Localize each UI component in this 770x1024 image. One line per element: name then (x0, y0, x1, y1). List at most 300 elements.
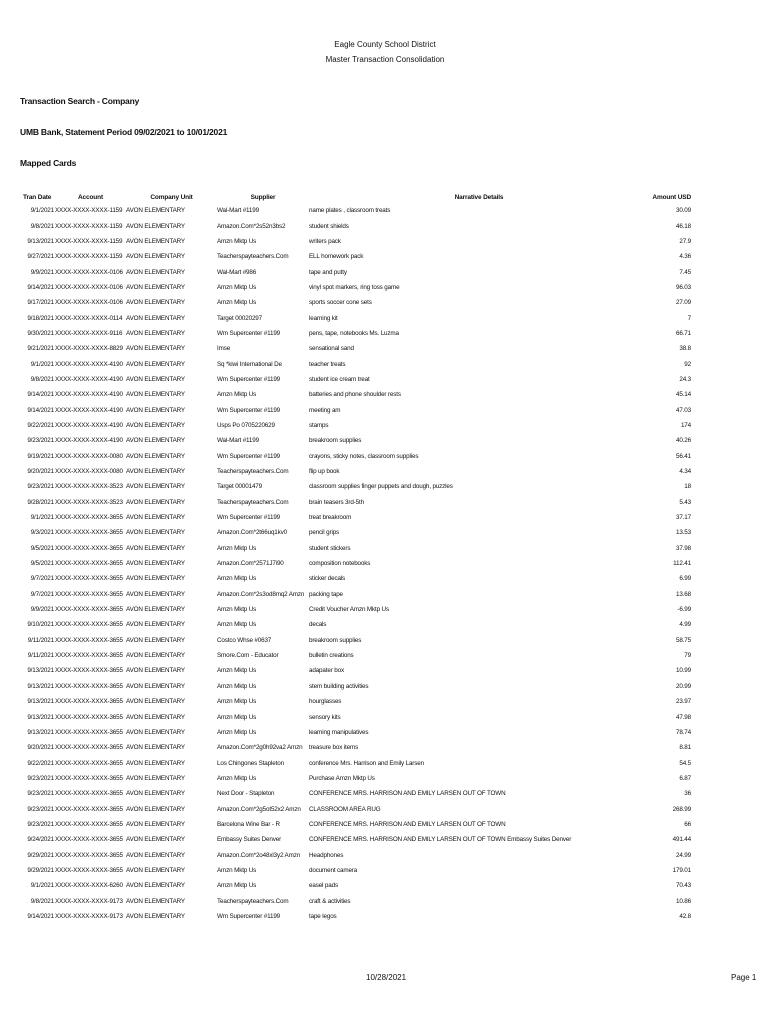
cell-tran-date: 9/14/2021 (27, 912, 54, 920)
cell-narrative: pens, tape, notebooks Ms. Luzma (309, 329, 399, 337)
cell-company-unit: AVON ELEMENTARY (126, 345, 185, 353)
cell-tran-date: 9/13/2021 (27, 713, 54, 721)
table-row (20, 909, 691, 924)
cell-account: XXXX-XXXX-XXXX-4190 (55, 360, 123, 368)
cell-tran-date: 9/13/2021 (27, 728, 54, 736)
cell-supplier: Wm Supercenter #1199 (217, 912, 281, 920)
report-subtitle: Master Transaction Consolidation (325, 55, 445, 64)
cell-amount: 23.97 (675, 698, 691, 706)
cell-account: XXXX-XXXX-XXXX-3655 (55, 713, 123, 721)
cell-tran-date: 9/1/2021 (30, 207, 54, 215)
cell-company-unit: AVON ELEMENTARY (126, 468, 185, 476)
cell-narrative: Purchase Amzn Mktp Us (309, 774, 375, 782)
cell-account: XXXX-XXXX-XXXX-3655 (55, 621, 123, 629)
cell-company-unit: AVON ELEMENTARY (126, 529, 185, 537)
cell-tran-date: 9/14/2021 (27, 283, 54, 291)
cell-narrative: treat breakroom (309, 514, 352, 522)
cell-account: XXXX-XXXX-XXXX-3655 (55, 759, 123, 767)
col-header-tran-date: Tran Date (23, 194, 52, 201)
cell-account: XXXX-XXXX-XXXX-3655 (55, 560, 123, 568)
cell-company-unit: AVON ELEMENTARY (126, 682, 185, 690)
cell-company-unit: AVON ELEMENTARY (126, 667, 185, 675)
cell-supplier: Teacherspayteachers.Com (217, 468, 289, 476)
cell-account: XXXX-XXXX-XXXX-3655 (55, 851, 123, 859)
cell-amount: 37.17 (675, 514, 691, 522)
cell-supplier: Wm Supercenter #1199 (217, 452, 281, 460)
cell-company-unit: AVON ELEMENTARY (126, 391, 185, 399)
cell-company-unit: AVON ELEMENTARY (126, 606, 185, 614)
cell-tran-date: 9/23/2021 (27, 437, 54, 445)
cell-amount: 13.68 (675, 590, 691, 598)
cell-company-unit: AVON ELEMENTARY (126, 329, 185, 337)
cell-supplier: Amzn Mktp Us (217, 774, 257, 782)
cell-supplier: Amzn Mktp Us (217, 391, 257, 399)
cell-supplier: Amzn Mktp Us (217, 667, 257, 675)
cell-narrative: conference Mrs. Harrison and Emily Larsen (309, 759, 424, 767)
cell-amount: 56.41 (675, 452, 691, 460)
cell-tran-date: 9/29/2021 (27, 866, 54, 874)
cell-supplier: Amzn Mktp Us (217, 728, 257, 736)
cell-amount: 27.09 (675, 299, 691, 307)
cell-amount: 10.99 (675, 667, 691, 675)
cell-amount: 70.43 (675, 882, 691, 890)
cell-supplier: Amzn Mktp Us (217, 621, 257, 629)
cell-narrative: pencil grips (309, 529, 340, 537)
cell-supplier: Los Chingones Stapleton (217, 759, 284, 767)
cell-supplier: Barcelona Wine Bar - R (217, 820, 280, 828)
table-row (20, 218, 691, 233)
cell-amount: 47.03 (675, 406, 691, 414)
cell-amount: 38.8 (679, 345, 691, 353)
table-row (20, 602, 691, 617)
cell-account: XXXX-XXXX-XXXX-4190 (55, 437, 123, 445)
cell-amount: 46.18 (675, 222, 691, 230)
table-header-row (20, 192, 691, 203)
cell-narrative: craft & activities (309, 897, 351, 905)
table-row (20, 387, 691, 402)
cell-tran-date: 9/24/2021 (27, 836, 54, 844)
cell-account: XXXX-XXXX-XXXX-3655 (55, 774, 123, 782)
table-row (20, 479, 691, 494)
cell-tran-date: 9/13/2021 (27, 667, 54, 675)
cell-tran-date: 9/1/2021 (30, 360, 54, 368)
cell-amount: 45.14 (675, 391, 691, 399)
cell-tran-date: 9/9/2021 (30, 606, 54, 614)
cell-company-unit: AVON ELEMENTARY (126, 222, 185, 230)
cell-company-unit: AVON ELEMENTARY (126, 437, 185, 445)
table-row (20, 433, 691, 448)
cell-supplier: Teacherspayteachers.Com (217, 498, 289, 506)
cell-tran-date: 9/20/2021 (27, 468, 54, 476)
cell-supplier: Wm Supercenter #1199 (217, 375, 281, 383)
cell-narrative: batteries and phone shoulder rests (309, 391, 401, 399)
table-row (20, 771, 691, 786)
cell-supplier: Amazon.Com*2o48xl3y2 Amzn (217, 851, 301, 859)
cell-tran-date: 9/23/2021 (27, 483, 54, 491)
cell-company-unit: AVON ELEMENTARY (126, 728, 185, 736)
cell-account: XXXX-XXXX-XXXX-9173 (55, 912, 123, 920)
cell-narrative: CONFERENCE MRS. HARRISON AND EMILY LARSEN OUT OF TOWN (309, 820, 506, 828)
cell-account: XXXX-XXXX-XXXX-0080 (55, 468, 123, 476)
cell-company-unit: AVON ELEMENTARY (126, 360, 185, 368)
cell-amount: 47.98 (675, 713, 691, 721)
cell-amount: 42.8 (679, 912, 691, 920)
table-row (20, 878, 691, 893)
cell-amount: 491.44 (672, 836, 691, 844)
table-body (20, 203, 691, 924)
cell-amount: 37.98 (675, 544, 691, 552)
cell-narrative: sports soccer cone sets (309, 299, 372, 307)
cell-account: XXXX-XXXX-XXXX-3655 (55, 667, 123, 675)
cell-tran-date: 9/7/2021 (30, 575, 54, 583)
cell-amount: 66 (684, 820, 691, 828)
table-row (20, 326, 691, 341)
table-row (20, 832, 691, 847)
table-row (20, 525, 691, 540)
cell-company-unit: AVON ELEMENTARY (126, 790, 185, 798)
table-row (20, 587, 691, 602)
cell-account: XXXX-XXXX-XXXX-3655 (55, 529, 123, 537)
cell-supplier: Amzn Mktp Us (217, 544, 257, 552)
cell-amount: 4.99 (679, 621, 691, 629)
cell-company-unit: AVON ELEMENTARY (126, 820, 185, 828)
cell-supplier: Amazon.Com*2571J7i90 (217, 560, 284, 568)
table-row (20, 786, 691, 801)
cell-narrative: stamps (309, 421, 329, 429)
cell-account: XXXX-XXXX-XXXX-3655 (55, 805, 123, 813)
cell-account: XXXX-XXXX-XXXX-3655 (55, 744, 123, 752)
cell-narrative: Headphones (309, 851, 344, 859)
cell-narrative: bulletin creations (309, 652, 354, 660)
cell-company-unit: AVON ELEMENTARY (126, 560, 185, 568)
table-row (20, 633, 691, 648)
cell-narrative: student stickers (309, 544, 351, 552)
cell-narrative: sensational sand (309, 345, 354, 353)
cell-account: XXXX-XXXX-XXXX-3655 (55, 514, 123, 522)
cell-company-unit: AVON ELEMENTARY (126, 897, 185, 905)
table-row (20, 679, 691, 694)
cell-supplier: Amazon.Com*2g5ot52x2 Amzn (217, 805, 301, 813)
cell-company-unit: AVON ELEMENTARY (126, 866, 185, 874)
cell-narrative: teacher treats (309, 360, 346, 368)
cell-amount: 40.26 (675, 437, 691, 445)
cell-supplier: Wal-Mart #1199 (217, 207, 259, 215)
cell-supplier: Smore.Com - Educator (217, 652, 279, 660)
cell-supplier: Amzn Mktp Us (217, 299, 257, 307)
cell-narrative: CONFERENCE MRS. HARRISON AND EMILY LARSEN OUT OF TOWN (309, 790, 506, 798)
cell-amount: 54.5 (679, 759, 691, 767)
cell-amount: 36 (684, 790, 691, 798)
cell-account: XXXX-XXXX-XXXX-3523 (55, 483, 123, 491)
cell-tran-date: 9/23/2021 (27, 805, 54, 813)
cell-amount: 13.53 (675, 529, 691, 537)
cell-account: XXXX-XXXX-XXXX-3655 (55, 636, 123, 644)
cell-account: XXXX-XXXX-XXXX-3655 (55, 728, 123, 736)
section-title: Mapped Cards (20, 158, 77, 168)
cell-supplier: Wal-Mart #986 (217, 268, 257, 276)
cell-company-unit: AVON ELEMENTARY (126, 314, 185, 322)
cell-account: XXXX-XXXX-XXXX-1159 (55, 253, 123, 261)
cell-account: XXXX-XXXX-XXXX-9173 (55, 897, 123, 905)
cell-amount: 7 (687, 314, 691, 322)
table-row (20, 310, 691, 325)
cell-account: XXXX-XXXX-XXXX-8829 (55, 345, 123, 353)
cell-account: XXXX-XXXX-XXXX-3655 (55, 590, 123, 598)
cell-company-unit: AVON ELEMENTARY (126, 253, 185, 261)
table-row (20, 847, 691, 862)
cell-account: XXXX-XXXX-XXXX-3655 (55, 790, 123, 798)
cell-supplier: Amzn Mktp Us (217, 237, 257, 245)
cell-tran-date: 9/3/2021 (30, 529, 54, 537)
cell-account: XXXX-XXXX-XXXX-3655 (55, 682, 123, 690)
cell-company-unit: AVON ELEMENTARY (126, 851, 185, 859)
cell-narrative: tape and putty (309, 268, 347, 276)
cell-narrative: packing tape (309, 590, 343, 598)
cell-supplier: Wm Supercenter #1199 (217, 329, 281, 337)
cell-account: XXXX-XXXX-XXXX-4190 (55, 406, 123, 414)
cell-narrative: breakroom supplies (309, 437, 362, 445)
footer-date: 10/28/2021 (366, 973, 407, 982)
cell-tran-date: 9/9/2021 (30, 268, 54, 276)
table-row (20, 725, 691, 740)
cell-company-unit: AVON ELEMENTARY (126, 590, 185, 598)
cell-company-unit: AVON ELEMENTARY (126, 621, 185, 629)
cell-account: XXXX-XXXX-XXXX-4190 (55, 375, 123, 383)
table-row (20, 617, 691, 632)
table-row (20, 694, 691, 709)
cell-supplier: Amzn Mktp Us (217, 682, 257, 690)
cell-supplier: Amzn Mktp Us (217, 866, 257, 874)
cell-tran-date: 9/23/2021 (27, 774, 54, 782)
table-row (20, 449, 691, 464)
cell-narrative: flip up book (309, 468, 340, 476)
cell-tran-date: 9/7/2021 (30, 590, 54, 598)
cell-amount: 10.86 (675, 897, 691, 905)
table-row (20, 418, 691, 433)
cell-account: XXXX-XXXX-XXXX-9116 (55, 329, 123, 337)
cell-narrative: vinyl spot markers, ring toss game (309, 283, 400, 291)
cell-account: XXXX-XXXX-XXXX-3655 (55, 575, 123, 583)
cell-company-unit: AVON ELEMENTARY (126, 912, 185, 920)
cell-amount: 78.74 (675, 728, 691, 736)
cell-amount: 8.81 (679, 744, 691, 752)
cell-amount: 6.87 (679, 774, 691, 782)
cell-tran-date: 9/17/2021 (27, 299, 54, 307)
cell-company-unit: AVON ELEMENTARY (126, 652, 185, 660)
col-header-narrative: Narrative Details (454, 194, 504, 201)
cell-tran-date: 9/14/2021 (27, 391, 54, 399)
cell-amount: 30.09 (675, 207, 691, 215)
cell-narrative: document camera (309, 866, 358, 874)
cell-account: XXXX-XXXX-XXXX-1159 (55, 222, 123, 230)
cell-tran-date: 9/11/2021 (27, 636, 54, 644)
cell-tran-date: 9/22/2021 (27, 759, 54, 767)
cell-company-unit: AVON ELEMENTARY (126, 406, 185, 414)
cell-company-unit: AVON ELEMENTARY (126, 882, 185, 890)
cell-narrative: brain teasers 3rd-5th (309, 498, 364, 506)
cell-supplier: Teacherspayteachers.Com (217, 253, 289, 261)
cell-account: XXXX-XXXX-XXXX-1159 (55, 207, 123, 215)
cell-narrative: CONFERENCE MRS. HARRISON AND EMILY LARSEN OUT OF TOWN Embassy Suites Denver (309, 836, 572, 844)
table-row (20, 402, 691, 417)
cell-supplier: Amzn Mktp Us (217, 698, 257, 706)
cell-tran-date: 9/13/2021 (27, 237, 54, 245)
cell-narrative: easel pads (309, 882, 338, 890)
table-row (20, 817, 691, 832)
transactions-table (20, 192, 691, 924)
table-row (20, 863, 691, 878)
cell-tran-date: 9/28/2021 (27, 498, 54, 506)
cell-company-unit: AVON ELEMENTARY (126, 237, 185, 245)
cell-narrative: student shields (309, 222, 349, 230)
cell-tran-date: 9/5/2021 (30, 560, 54, 568)
cell-narrative: learning manipulatives (309, 728, 369, 736)
cell-tran-date: 9/1/2021 (30, 514, 54, 522)
cell-supplier: Teacherspayteachers.Com (217, 897, 289, 905)
cell-tran-date: 9/14/2021 (27, 406, 54, 414)
cell-account: XXXX-XXXX-XXXX-3655 (55, 606, 123, 614)
cell-account: XXXX-XXXX-XXXX-3655 (55, 652, 123, 660)
cell-company-unit: AVON ELEMENTARY (126, 636, 185, 644)
table-row (20, 663, 691, 678)
cell-narrative: name plates , classroom treats (309, 207, 391, 215)
cell-supplier: Next Door - Stapleton (217, 790, 275, 798)
table-row (20, 801, 691, 816)
cell-narrative: classroom supplies finger puppets and dough, puzzles (309, 483, 453, 491)
cell-tran-date: 9/20/2021 (27, 744, 54, 752)
table-row (20, 372, 691, 387)
cell-tran-date: 9/8/2021 (30, 897, 54, 905)
cell-company-unit: AVON ELEMENTARY (126, 514, 185, 522)
cell-amount: 174 (680, 421, 691, 429)
cell-supplier: Amzn Mktp Us (217, 713, 257, 721)
cell-account: XXXX-XXXX-XXXX-0106 (55, 299, 123, 307)
cell-supplier: Wm Supercenter #1199 (217, 406, 281, 414)
cell-company-unit: AVON ELEMENTARY (126, 452, 185, 460)
table-row (20, 356, 691, 371)
cell-amount: 24.99 (675, 851, 691, 859)
table-row (20, 510, 691, 525)
cell-account: XXXX-XXXX-XXXX-3655 (55, 820, 123, 828)
cell-company-unit: AVON ELEMENTARY (126, 283, 185, 291)
cell-supplier: Amazon.Com*2t66uq1kv0 (217, 529, 288, 537)
search-title: Transaction Search - Company (20, 96, 140, 106)
cell-narrative: composition notebooks (309, 560, 371, 568)
cell-narrative: ELL homework pack (309, 253, 364, 261)
table-row (20, 249, 691, 264)
col-header-supplier: Supplier (250, 194, 276, 201)
cell-account: XXXX-XXXX-XXXX-0114 (55, 314, 123, 322)
table-row (20, 264, 691, 279)
cell-supplier: Costco Whse #0637 (217, 636, 272, 644)
cell-supplier: Imse (217, 345, 231, 353)
cell-tran-date: 9/27/2021 (27, 253, 54, 261)
cell-narrative: student ice cream treat (309, 375, 370, 383)
cell-company-unit: AVON ELEMENTARY (126, 544, 185, 552)
cell-account: XXXX-XXXX-XXXX-1159 (55, 237, 123, 245)
table-row (20, 541, 691, 556)
cell-amount: 268.99 (672, 805, 691, 813)
cell-supplier: Amzn Mktp Us (217, 575, 257, 583)
cell-narrative: writers pack (309, 237, 341, 245)
cell-account: XXXX-XXXX-XXXX-3655 (55, 866, 123, 874)
cell-narrative: breakroom supplies (309, 636, 362, 644)
cell-account: XXXX-XXXX-XXXX-3655 (55, 836, 123, 844)
cell-narrative: tape legos (309, 912, 337, 920)
cell-tran-date: 9/18/2021 (27, 314, 54, 322)
cell-narrative: CLASSROOM AREA RUG (309, 805, 381, 813)
cell-company-unit: AVON ELEMENTARY (126, 575, 185, 583)
cell-amount: 20.99 (675, 682, 691, 690)
table-row (20, 341, 691, 356)
cell-supplier: Embassy Suites Denver (217, 836, 282, 844)
cell-account: XXXX-XXXX-XXXX-4190 (55, 421, 123, 429)
cell-amount: 18 (684, 483, 691, 491)
cell-company-unit: AVON ELEMENTARY (126, 299, 185, 307)
cell-company-unit: AVON ELEMENTARY (126, 268, 185, 276)
cell-amount: 4.34 (679, 468, 691, 476)
cell-tran-date: 9/10/2021 (27, 621, 54, 629)
table-row (20, 234, 691, 249)
cell-company-unit: AVON ELEMENTARY (126, 421, 185, 429)
col-header-company-unit: Company Unit (150, 194, 193, 201)
table-row (20, 740, 691, 755)
cell-narrative: meeting am (309, 406, 341, 414)
table-row (20, 280, 691, 295)
table-row (20, 893, 691, 908)
cell-company-unit: AVON ELEMENTARY (126, 759, 185, 767)
table-row (20, 571, 691, 586)
cell-supplier: Amazon.Com*2g0h92va2 Amzn (217, 744, 303, 752)
page-number: Page 1 (731, 973, 757, 982)
cell-supplier: Amazon.Com*2s52n3bs2 (217, 222, 286, 230)
table-row (20, 464, 691, 479)
cell-supplier: Target 00020297 (217, 314, 263, 322)
cell-amount: 58.75 (675, 636, 691, 644)
cell-company-unit: AVON ELEMENTARY (126, 744, 185, 752)
cell-supplier: Amzn Mktp Us (217, 606, 257, 614)
cell-supplier: Wal-Mart #1199 (217, 437, 259, 445)
cell-narrative: sticker decals (309, 575, 346, 583)
table-row (20, 709, 691, 724)
cell-narrative: stem building activities (309, 682, 369, 690)
table-row (20, 495, 691, 510)
cell-amount: 24.3 (679, 375, 691, 383)
cell-narrative: learning kit (309, 314, 338, 322)
cell-amount: 6.99 (679, 575, 691, 583)
district-name: Eagle County School District (334, 40, 436, 49)
cell-narrative: adapater box (309, 667, 344, 675)
cell-tran-date: 9/23/2021 (27, 820, 54, 828)
bank-statement-period: UMB Bank, Statement Period 09/02/2021 to 10/01/2021 (20, 127, 228, 137)
cell-company-unit: AVON ELEMENTARY (126, 483, 185, 491)
cell-tran-date: 9/11/2021 (27, 652, 54, 660)
table-row (20, 203, 691, 218)
cell-account: XXXX-XXXX-XXXX-3655 (55, 544, 123, 552)
cell-narrative: crayons, sticky notes, classroom supplies (309, 452, 419, 460)
col-header-account: Account (78, 194, 103, 201)
cell-supplier: Usps Po 0705220629 (217, 421, 275, 429)
cell-supplier: Amzn Mktp Us (217, 283, 257, 291)
cell-account: XXXX-XXXX-XXXX-3655 (55, 698, 123, 706)
cell-tran-date: 9/13/2021 (27, 698, 54, 706)
cell-tran-date: 9/22/2021 (27, 421, 54, 429)
cell-narrative: Credit Voucher Amzn Mktp Us (309, 606, 389, 614)
cell-amount: 7.45 (679, 268, 691, 276)
cell-account: XXXX-XXXX-XXXX-0106 (55, 283, 123, 291)
cell-narrative: decals (309, 621, 327, 629)
cell-narrative: hourglasses (309, 698, 342, 706)
